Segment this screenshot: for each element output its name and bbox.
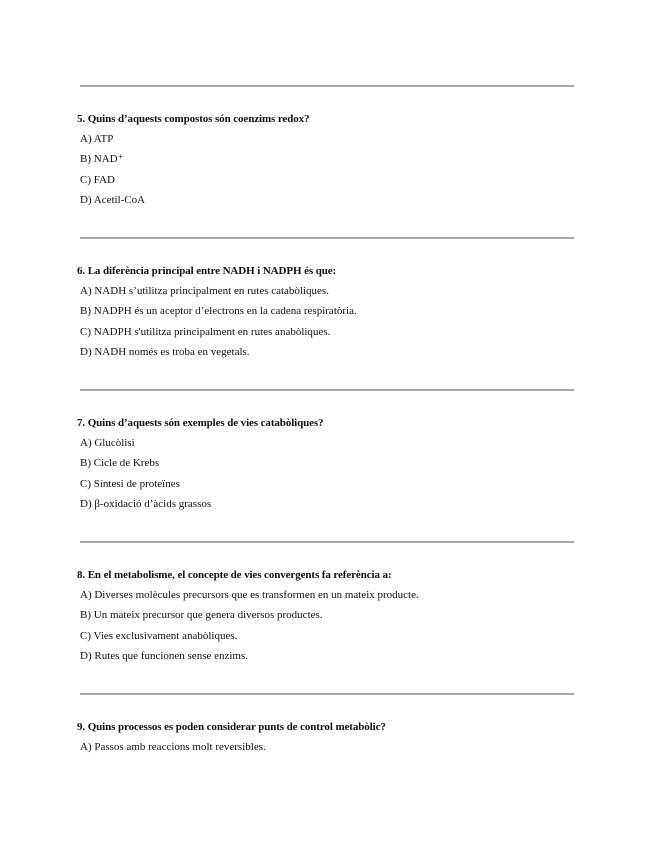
- question-title: 6. La diferència principal entre NADH i NADPH és que:: [77, 265, 337, 277]
- question-9: [77, 720, 577, 760]
- option-a: A) Passos amb reaccions molt reversibles.: [80, 741, 266, 753]
- option-list: [77, 132, 577, 213]
- option-a: A) Diverses molècules precursors que es transformen en un mateix producte.: [80, 589, 419, 601]
- option-c: C) Vies exclusivament anabòliques.: [80, 629, 238, 642]
- divider: [80, 237, 574, 239]
- option-list: [77, 588, 577, 669]
- question-6: [77, 264, 577, 365]
- option-b: B) NADPH és un aceptor d’electrons en la cadena respiratòria.: [80, 305, 357, 318]
- option-a: A) NADH s’utilitza principalment en rutes catabòliques.: [80, 285, 329, 297]
- divider: [80, 389, 574, 391]
- option-c: C) NADPH s'utilitza principalment en rutes anabòliques.: [80, 325, 331, 338]
- option-list: [77, 436, 577, 517]
- option-d: D) NADH només es troba en vegetals.: [80, 345, 250, 358]
- question-8: [77, 568, 577, 669]
- question-title: 7. Quins d’aquests són exemples de vies catabòliques?: [77, 417, 324, 429]
- divider: [80, 85, 574, 87]
- option-b: B) Cicle de Krebs: [80, 457, 160, 470]
- divider: [80, 693, 574, 695]
- option-c: C) FAD: [80, 173, 115, 186]
- option-d: D) Acetil-CoA: [80, 193, 146, 206]
- option-list: [77, 740, 577, 760]
- option-c: C) Síntesi de proteïnes: [80, 477, 180, 490]
- divider: [80, 541, 574, 543]
- question-title: 5. Quins d’aquests compostos són coenzims redox?: [77, 113, 310, 125]
- question-5: [77, 112, 577, 213]
- option-d: D) β-oxidació d’àcids grassos: [80, 497, 212, 510]
- question-title: 8. En el metabolisme, el concepte de vies convergents fa referència a:: [77, 569, 392, 581]
- option-list: [77, 284, 577, 365]
- question-title: 9. Quins processos es poden considerar punts de control metabòlic?: [77, 721, 386, 733]
- option-a: A) ATP: [80, 133, 114, 145]
- option-d: D) Rutes que funcionen sense enzims.: [80, 649, 249, 662]
- option-b: B) NAD⁺: [80, 153, 124, 166]
- option-b: B) Un mateix precursor que genera diversos productes.: [80, 609, 323, 622]
- question-7: [77, 416, 577, 517]
- option-a: A) Glucòlisi: [80, 437, 135, 449]
